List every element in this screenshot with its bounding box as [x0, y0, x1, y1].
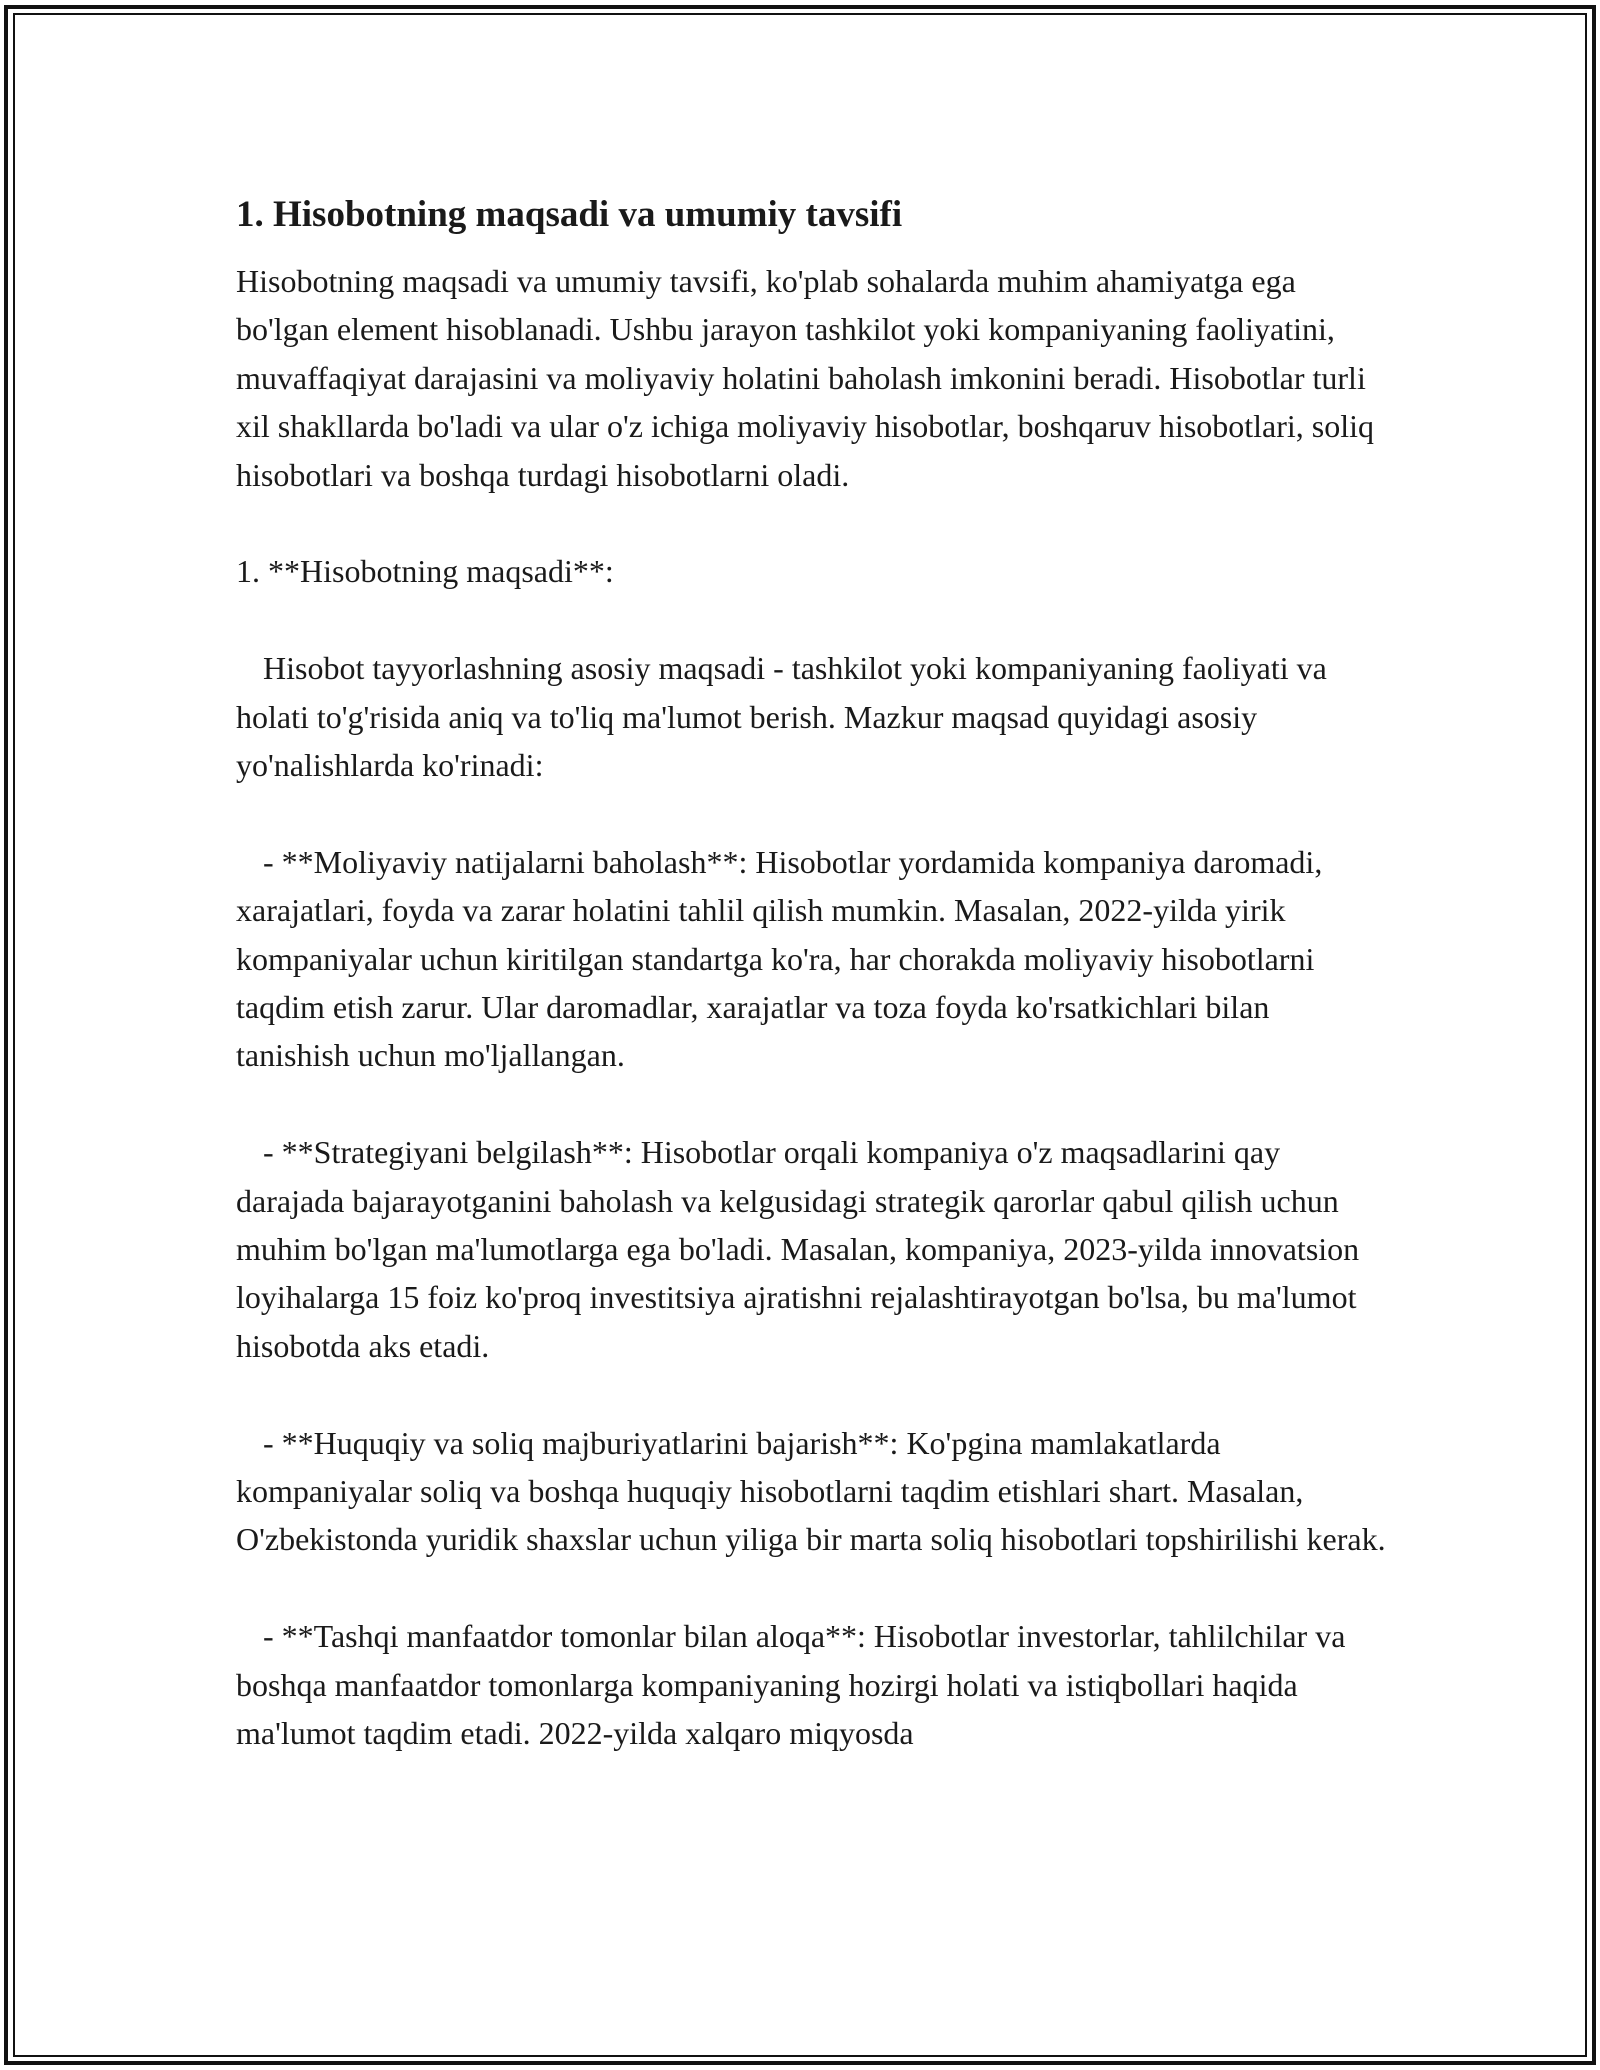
purpose-subheading: 1. **Hisobotning maqsadi**:: [236, 553, 614, 590]
purpose-paragraph: [236, 644, 1386, 789]
bullet-legal-tax: [236, 1419, 1386, 1564]
document-body: [236, 185, 1386, 1758]
paragraph-gap: [236, 1080, 1386, 1128]
bullet-strategy: [236, 1128, 1386, 1370]
section-heading: 1. Hisobotning maqsadi va umumiy tavsifi: [236, 194, 903, 235]
paragraph-gap: [236, 499, 1386, 547]
paragraph-gap: [236, 1370, 1386, 1418]
paragraph-gap: [236, 1564, 1386, 1612]
bullet-financial-results: [236, 838, 1386, 1080]
bullet-text: - **Moliyaviy natijalarni baholash**: Hisobotlar yordamida kompaniya daromadi, xarajatlari, foyda va zarar holatini tahlil qilish mumkin. Masalan, 2022-yilda yirik kompaniyalar uchun kiritilgan standartga ko'ra, har chorakda moliyaviy hisobotlarni taqdim etish zarur. Ular daromadlar, xarajatlar va toza foyda ko'rsatkichlari bilan tanishish uchun mo'ljallangan.: [236, 843, 1323, 1074]
bullet-text: - **Huquqiy va soliq majburiyatlarini bajarish**: Ko'pgina mamlakatlarda kompaniyalar soliq va boshqa huquqiy hisobotlarni taqdim etishlari shart. Masalan, O'zbekistonda yuridik shaxslar uchun yiliga bir marta soliq hisobotlari topshirilishi kerak.: [236, 1424, 1386, 1558]
bullet-stakeholders: [236, 1612, 1386, 1757]
paragraph-gap: [236, 596, 1386, 644]
bullet-text: - **Strategiyani belgilash**: Hisobotlar orqali kompaniya o'z maqsadlarini qay darajada bajarayotganini baholash va kelgusidagi strategik qarorlar qabul qilish uchun muhim bo'lgan ma'lumotlarga ega bo'ladi. Masalan, kompaniya, 2023-yilda innovatsion loyihalarga 15 foiz ko'proq investitsiya ajratishni rejalashtirayotgan bo'lsa, bu ma'lumot hisobotda aks etadi.: [236, 1134, 1360, 1364]
purpose-text: Hisobot tayyorlashning asosiy maqsadi - tashkilot yoki kompaniyaning faoliyati va holati to'g'risida aniq va to'liq ma'lumot berish. Mazkur maqsad quyidagi asosiy yo'nalishlarda ko'rinadi:: [236, 650, 1327, 784]
paragraph-gap: [236, 789, 1386, 837]
intro-paragraph: Hisobotning maqsadi va umumiy tavsifi, ko'plab sohalarda muhim ahamiyatga ega bo'lgan element hisoblanadi. Ushbu jarayon tashkilot yoki kompaniyaning faoliyatini, muvaffaqiyat darajasini va moliyaviy holatini baholash imkonini beradi. Hisobotlar turli xil shakllarda bo'ladi va ular o'z ichiga moliyaviy hisobotlar, boshqaruv hisobotlari, soliq hisobotlari va boshqa turdagi hisobotlarni oladi.: [236, 263, 1375, 493]
bullet-text: - **Tashqi manfaatdor tomonlar bilan aloqa**: Hisobotlar investorlar, tahlilchilar va boshqa manfaatdor tomonlarga kompaniyaning hozirgi holati va istiqbollari haqida ma'lumot taqdim etadi. 2022-yilda xalqaro miqyosda: [236, 1618, 1346, 1752]
